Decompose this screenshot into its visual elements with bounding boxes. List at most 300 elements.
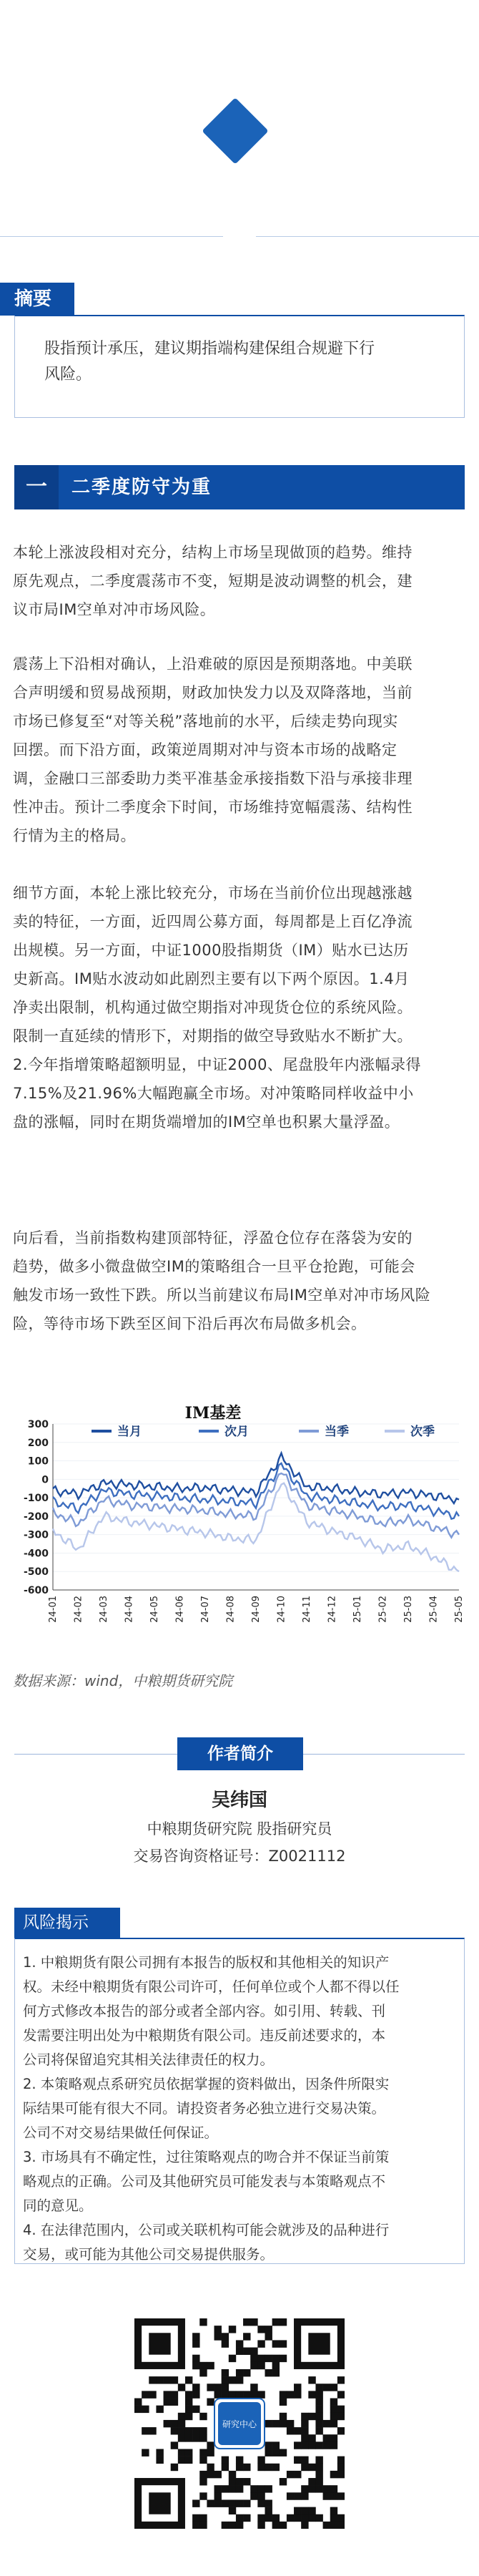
qr-module	[315, 2471, 322, 2478]
qr-code-icon	[134, 2318, 345, 2529]
text-line: 险，等待市场下跌至区间下沿后再次布局做多机会。	[13, 1315, 367, 1332]
qr-module	[192, 2406, 199, 2413]
text-line: 合声明缓和贸易战预期，财政加快发力以及双降落地，当前	[13, 684, 413, 701]
y-tick-label: 0	[41, 1474, 49, 1486]
qr-module	[337, 2522, 345, 2529]
qr-module	[229, 2326, 236, 2333]
basis-chart	[13, 1402, 468, 1660]
qr-module	[301, 2507, 308, 2514]
text-line: 2. 本策略观点系研究员依据掌握的资料做出，因条件所限实	[23, 2076, 390, 2092]
qr-module	[185, 2413, 192, 2420]
y-tick-label: -600	[23, 1585, 49, 1596]
qr-module	[243, 2499, 250, 2507]
qr-module	[301, 2492, 308, 2499]
text-line: 回摆。而下沿方面，政策逆周期对冲与资本市场的战略定	[13, 741, 397, 758]
qr-module	[207, 2464, 214, 2471]
x-tick-label: 24-10	[276, 1596, 287, 1623]
qr-module	[250, 2318, 257, 2326]
qr-module	[207, 2362, 214, 2369]
qr-module	[236, 2369, 243, 2376]
qr-module	[185, 2457, 192, 2464]
qr-module	[199, 2427, 207, 2434]
qr-module	[315, 2514, 322, 2522]
qr-module	[243, 2514, 250, 2522]
qr-module	[280, 2522, 287, 2529]
qr-module	[192, 2384, 199, 2391]
qr-module	[207, 2471, 214, 2478]
qr-module	[272, 2318, 280, 2326]
x-tick-label: 24-01	[48, 1596, 59, 1623]
legend-label: 次月	[224, 1425, 249, 1439]
qr-module	[236, 2376, 243, 2384]
qr-module	[257, 2362, 265, 2369]
qr-module	[250, 2384, 257, 2391]
divider	[256, 236, 479, 237]
qr-module	[294, 2492, 301, 2499]
risk-item	[23, 2218, 456, 2267]
qr-module	[236, 2499, 243, 2507]
qr-module	[287, 2514, 294, 2522]
qr-module	[185, 2406, 192, 2413]
qr-module	[330, 2434, 337, 2441]
qr-module	[142, 2449, 149, 2456]
qr-module	[149, 2376, 156, 2384]
x-tick-label: 24-03	[99, 1596, 109, 1623]
text-line: 议市局IM空单对冲市场风险。	[13, 601, 216, 618]
x-tick-label: 25-04	[428, 1596, 440, 1623]
qr-module	[229, 2507, 236, 2514]
x-tick-label: 25-02	[377, 1596, 389, 1623]
x-tick-label: 25-05	[454, 1596, 465, 1623]
qr-module	[185, 2449, 192, 2456]
qr-module	[199, 2362, 207, 2369]
qr-module	[323, 2441, 330, 2449]
y-tick-label: -200	[23, 1511, 49, 1523]
text-line: 行情为主的格局。	[13, 827, 136, 844]
y-tick-label: -100	[23, 1493, 49, 1505]
qr-module	[308, 2441, 315, 2449]
text-line: 净卖出限制，机构通过做空期指对冲现货仓位的系统风险。	[13, 999, 413, 1016]
qr-module	[134, 2399, 142, 2406]
qr-module	[330, 2514, 337, 2522]
qr-module	[287, 2492, 294, 2499]
qr-module	[250, 2348, 257, 2355]
qr-module	[294, 2384, 301, 2391]
qr-module	[272, 2369, 280, 2376]
qr-module	[272, 2362, 280, 2369]
x-tick-label: 24-06	[174, 1596, 186, 1623]
text-line: 震荡上下沿相对确认，上沿难破的原因是预期落地。中美联	[13, 655, 413, 673]
qr-module	[243, 2348, 250, 2355]
qr-module	[287, 2427, 294, 2434]
qr-module	[337, 2464, 345, 2471]
qr-module	[214, 2499, 222, 2507]
abstract-line: 风险。	[44, 366, 92, 384]
qr-module	[294, 2427, 301, 2434]
qr-module	[222, 2485, 229, 2492]
y-tick-label: 100	[27, 1455, 49, 1468]
qr-module	[236, 2522, 243, 2529]
qr-module	[185, 2391, 192, 2398]
text-line: 卖的特征，一方面，近四周公募方面，每周都是上百亿净流	[13, 913, 413, 930]
x-tick-label: 25-01	[352, 1596, 363, 1623]
y-tick-label: -400	[23, 1548, 49, 1560]
qr-module	[236, 2464, 243, 2471]
qr-module	[250, 2485, 257, 2492]
qr-module	[156, 2376, 163, 2384]
qr-code	[134, 2318, 345, 2529]
qr-module	[301, 2514, 308, 2522]
x-tick-label: 24-09	[251, 1596, 262, 1623]
abstract-line: 股指预计承压，建议期指端构建保组合规避下行	[44, 340, 375, 358]
qr-module	[330, 2492, 337, 2499]
qr-module	[207, 2449, 214, 2456]
qr-module	[287, 2391, 294, 2398]
qr-module	[192, 2499, 199, 2507]
qr-module	[178, 2384, 185, 2391]
qr-module	[229, 2485, 236, 2492]
qr-module	[229, 2355, 236, 2362]
qr-module	[178, 2449, 185, 2456]
qr-module	[280, 2340, 287, 2347]
divider	[0, 236, 223, 237]
qr-module	[214, 2384, 222, 2391]
qr-module	[229, 2391, 236, 2398]
qr-module	[265, 2485, 272, 2492]
qr-module	[171, 2427, 178, 2434]
divider	[303, 1754, 465, 1755]
qr-module	[164, 2391, 171, 2398]
qr-module	[207, 2399, 214, 2406]
abstract-text	[44, 336, 445, 388]
text-line: 细节方面，本轮上涨比较充分，市场在当前价位出现越涨越	[13, 884, 413, 902]
author-name: 吴纬国	[211, 1790, 267, 1811]
abstract-tag: 摘要	[0, 283, 74, 316]
qr-module	[272, 2420, 280, 2427]
qr-module	[308, 2391, 315, 2398]
qr-module	[330, 2507, 337, 2514]
qr-module	[315, 2406, 322, 2413]
section-number: 一	[26, 474, 47, 499]
qr-module	[294, 2514, 301, 2522]
qr-module	[222, 2457, 229, 2464]
qr-module	[207, 2384, 214, 2391]
qr-module	[280, 2420, 287, 2427]
author-tag: 作者简介	[177, 1737, 303, 1770]
risk-item	[23, 2145, 456, 2218]
qr-module	[171, 2441, 178, 2449]
qr-module	[236, 2478, 243, 2485]
qr-module	[171, 2399, 178, 2406]
chart-title: IM基差	[184, 1404, 242, 1423]
qr-module	[214, 2326, 222, 2333]
qr-module	[315, 2384, 322, 2391]
qr-module	[280, 2413, 287, 2420]
qr-module	[185, 2434, 192, 2441]
qr-module	[214, 2391, 222, 2398]
paragraph	[13, 650, 468, 850]
qr-module	[222, 2499, 229, 2507]
qr-module	[229, 2478, 236, 2485]
qr-module	[265, 2441, 272, 2449]
legend-label: 当季	[325, 1425, 349, 1439]
qr-module	[280, 2355, 287, 2362]
qr-module	[315, 2399, 322, 2406]
text-line: 1. 中粮期货有限公司拥有本报告的版权和其他相关的知识产	[23, 1954, 390, 1971]
text-line: 7.15%及21.96%大幅跑赢全市场。对冲策略同样收益中小	[13, 1085, 414, 1102]
qr-module	[330, 2384, 337, 2391]
qr-module	[164, 2376, 171, 2384]
qr-module	[272, 2514, 280, 2522]
qr-module	[199, 2471, 207, 2478]
qr-module	[214, 2333, 222, 2340]
qr-module	[250, 2355, 257, 2362]
qr-module	[236, 2457, 243, 2464]
qr-module	[330, 2522, 337, 2529]
qr-module	[272, 2522, 280, 2529]
qr-module	[164, 2420, 171, 2427]
qr-module	[236, 2340, 243, 2347]
qr-module	[185, 2427, 192, 2434]
qr-module	[337, 2376, 345, 2384]
text-line: 2.今年指增策略超额明显，中证2000、尾盘股年内涨幅录得	[13, 1056, 421, 1073]
qr-module	[301, 2464, 308, 2471]
qr-module	[265, 2369, 272, 2376]
qr-module	[164, 2399, 171, 2406]
qr-module	[243, 2318, 250, 2326]
qr-module	[178, 2413, 185, 2420]
qr-module	[308, 2413, 315, 2420]
qr-module	[308, 2514, 315, 2522]
qr-module	[192, 2514, 199, 2522]
qr-module	[250, 2391, 257, 2398]
qr-module	[337, 2492, 345, 2499]
qr-module	[301, 2522, 308, 2529]
qr-module	[337, 2413, 345, 2420]
author-org: 中粮期货研究院 股指研究员	[147, 1820, 332, 1838]
qr-module	[222, 2369, 229, 2376]
qr-module	[199, 2449, 207, 2456]
qr-module	[156, 2406, 163, 2413]
qr-module	[250, 2492, 257, 2499]
qr-module	[308, 2376, 315, 2384]
qr-module	[149, 2427, 156, 2434]
qr-module	[337, 2457, 345, 2464]
qr-module	[315, 2478, 322, 2485]
qr-module	[214, 2485, 222, 2492]
qr-module	[257, 2514, 265, 2522]
text-line: 触发市场一致性下跌。所以当前建议布局IM空单对冲市场风险	[13, 1287, 431, 1304]
qr-module	[257, 2391, 265, 2398]
divider	[14, 1754, 177, 1755]
text-line: 发需要注明出处为中粮期货有限公司。违反前述要求的，本	[23, 2027, 386, 2044]
qr-module	[199, 2522, 207, 2529]
qr-module	[323, 2420, 330, 2427]
qr-module	[192, 2355, 199, 2362]
qr-module	[192, 2340, 199, 2347]
qr-module	[330, 2471, 337, 2478]
y-tick-label: -500	[23, 1566, 49, 1579]
qr-module	[301, 2420, 308, 2427]
risk-item	[23, 2072, 456, 2145]
qr-module	[301, 2427, 308, 2434]
qr-module	[265, 2449, 272, 2456]
qr-module	[236, 2391, 243, 2398]
text-line: 公司将保留追究其相关法律责任的权力。	[23, 2051, 275, 2068]
qr-module	[272, 2441, 280, 2449]
qr-module	[337, 2427, 345, 2434]
qr-module	[337, 2471, 345, 2478]
qr-module	[214, 2471, 222, 2478]
qr-module	[265, 2333, 272, 2340]
qr-module	[229, 2499, 236, 2507]
qr-module	[308, 2507, 315, 2514]
text-line: 4. 在法律范围内，公司或关联机构可能会就涉及的品种进行	[23, 2222, 390, 2238]
qr-module	[337, 2391, 345, 2398]
text-line: 限制一直延续的情形下，对期指的做空导致贴水不断扩大。	[13, 1028, 413, 1045]
qr-module	[280, 2449, 287, 2456]
qr-module	[257, 2464, 265, 2471]
qr-module	[243, 2391, 250, 2398]
qr-module	[222, 2340, 229, 2347]
qr-module	[178, 2427, 185, 2434]
paragraph	[13, 879, 468, 1136]
y-tick-label: 300	[27, 1419, 49, 1430]
qr-module	[199, 2413, 207, 2420]
qr-module	[294, 2457, 301, 2464]
qr-module	[236, 2348, 243, 2355]
qr-module	[280, 2399, 287, 2406]
qr-module	[243, 2464, 250, 2471]
qr-finder	[149, 2492, 170, 2514]
text-line: 略观点的正确。公司及其他研究员可能发表与本策略观点不	[23, 2173, 386, 2190]
qr-module	[199, 2478, 207, 2485]
qr-module	[250, 2362, 257, 2369]
text-line: 史新高。IM贴水波动如此剧烈主要有以下两个原因。1.4月	[13, 970, 410, 987]
text-line: 趋势，做多小微盘做空IM的策略组合一旦平仓抢跑，可能会	[13, 1258, 415, 1275]
text-line: 何方式修改本报告的部分或者全部内容。如引用、转载、刊	[23, 2003, 386, 2019]
qr-module	[330, 2420, 337, 2427]
qr-module	[280, 2318, 287, 2326]
qr-module	[301, 2457, 308, 2464]
section-title: 二季度防守为重	[71, 477, 212, 498]
text-line: 性冲击。预计二季度余下时间，市场维持宽幅震荡、结构性	[13, 799, 413, 816]
qr-module	[222, 2464, 229, 2471]
qr-module	[337, 2406, 345, 2413]
x-tick-label: 24-08	[225, 1596, 237, 1623]
qr-module	[185, 2399, 192, 2406]
qr-module	[222, 2376, 229, 2384]
qr-module	[214, 2492, 222, 2499]
qr-module	[192, 2362, 199, 2369]
x-tick-label: 24-05	[149, 1596, 160, 1623]
qr-module	[134, 2406, 142, 2413]
qr-module	[330, 2399, 337, 2406]
text-line: 盘的涨幅，同时在期货端增加的IM空单也积累大量浮盈。	[13, 1113, 400, 1131]
text-line: 调，金融口三部委助力类平准基金承接指数下沿与承接非理	[13, 770, 413, 787]
qr-module	[236, 2485, 243, 2492]
qr-module	[178, 2434, 185, 2441]
qr-module	[294, 2507, 301, 2514]
qr-logo-text: 研究中心	[222, 2419, 257, 2429]
risk-item	[23, 1951, 456, 2072]
x-tick-label: 24-11	[302, 1596, 312, 1623]
qr-module	[308, 2485, 315, 2492]
qr-module	[142, 2427, 149, 2434]
legend-label: 当月	[117, 1425, 142, 1439]
legend-label: 次季	[410, 1425, 435, 1439]
qr-module	[243, 2369, 250, 2376]
qr-module	[265, 2464, 272, 2471]
qr-module	[294, 2441, 301, 2449]
text-line: 向后看，当前指数构建顶部特征，浮盈仓位存在落袋为安的	[13, 1229, 413, 1246]
qr-module	[280, 2391, 287, 2398]
qr-module	[156, 2449, 163, 2456]
x-tick-label: 25-03	[403, 1596, 414, 1623]
qr-module	[257, 2499, 265, 2507]
qr-module	[308, 2478, 315, 2485]
qr-module	[315, 2441, 322, 2449]
text-line: 同的意见。	[23, 2197, 93, 2214]
qr-module	[265, 2499, 272, 2507]
qr-module	[222, 2384, 229, 2391]
qr-module	[178, 2420, 185, 2427]
text-line: 公司不对交易结果做任何保证。	[23, 2124, 219, 2141]
paragraph	[13, 1224, 468, 1338]
qr-module	[301, 2434, 308, 2441]
qr-module	[323, 2522, 330, 2529]
qr-finder	[149, 2333, 170, 2354]
qr-module	[272, 2340, 280, 2347]
qr-module	[229, 2376, 236, 2384]
text-line: 际结果可能有很大不同。请投资者务必独立进行交易决策。	[23, 2100, 386, 2117]
qr-module	[265, 2326, 272, 2333]
qr-module	[207, 2499, 214, 2507]
qr-module	[257, 2485, 265, 2492]
qr-module	[323, 2434, 330, 2441]
qr-module	[287, 2471, 294, 2478]
qr-module	[199, 2514, 207, 2522]
text-line: 原先观点，二季度震荡市不变，短期是波动调整的机会，建	[13, 572, 413, 590]
qr-module	[257, 2355, 265, 2362]
qr-module	[236, 2514, 243, 2522]
qr-module	[315, 2457, 322, 2464]
qr-module	[265, 2355, 272, 2362]
risk-tag: 风险揭示	[14, 1908, 120, 1938]
qr-module	[330, 2413, 337, 2420]
qr-module	[294, 2471, 301, 2478]
qr-module	[192, 2391, 199, 2398]
qr-module	[287, 2420, 294, 2427]
author-cert: 交易咨询资格证号：Z0021112	[133, 1848, 346, 1865]
chart-svg	[13, 1402, 468, 1660]
qr-module	[315, 2420, 322, 2427]
qr-module	[199, 2318, 207, 2326]
qr-module	[257, 2522, 265, 2529]
qr-module	[257, 2457, 265, 2464]
qr-module	[280, 2478, 287, 2485]
qr-module	[265, 2507, 272, 2514]
qr-module	[315, 2427, 322, 2434]
qr-module	[222, 2333, 229, 2340]
qr-module	[315, 2413, 322, 2420]
text-line: 3. 市场具有不确定性，过往策略观点的吻合并不保证当前策	[23, 2149, 390, 2165]
qr-module	[192, 2333, 199, 2340]
qr-module	[323, 2492, 330, 2499]
qr-module	[272, 2355, 280, 2362]
qr-module	[222, 2391, 229, 2398]
chart-caption: 数据来源：wind，中粮期货研究院	[13, 1672, 233, 1689]
